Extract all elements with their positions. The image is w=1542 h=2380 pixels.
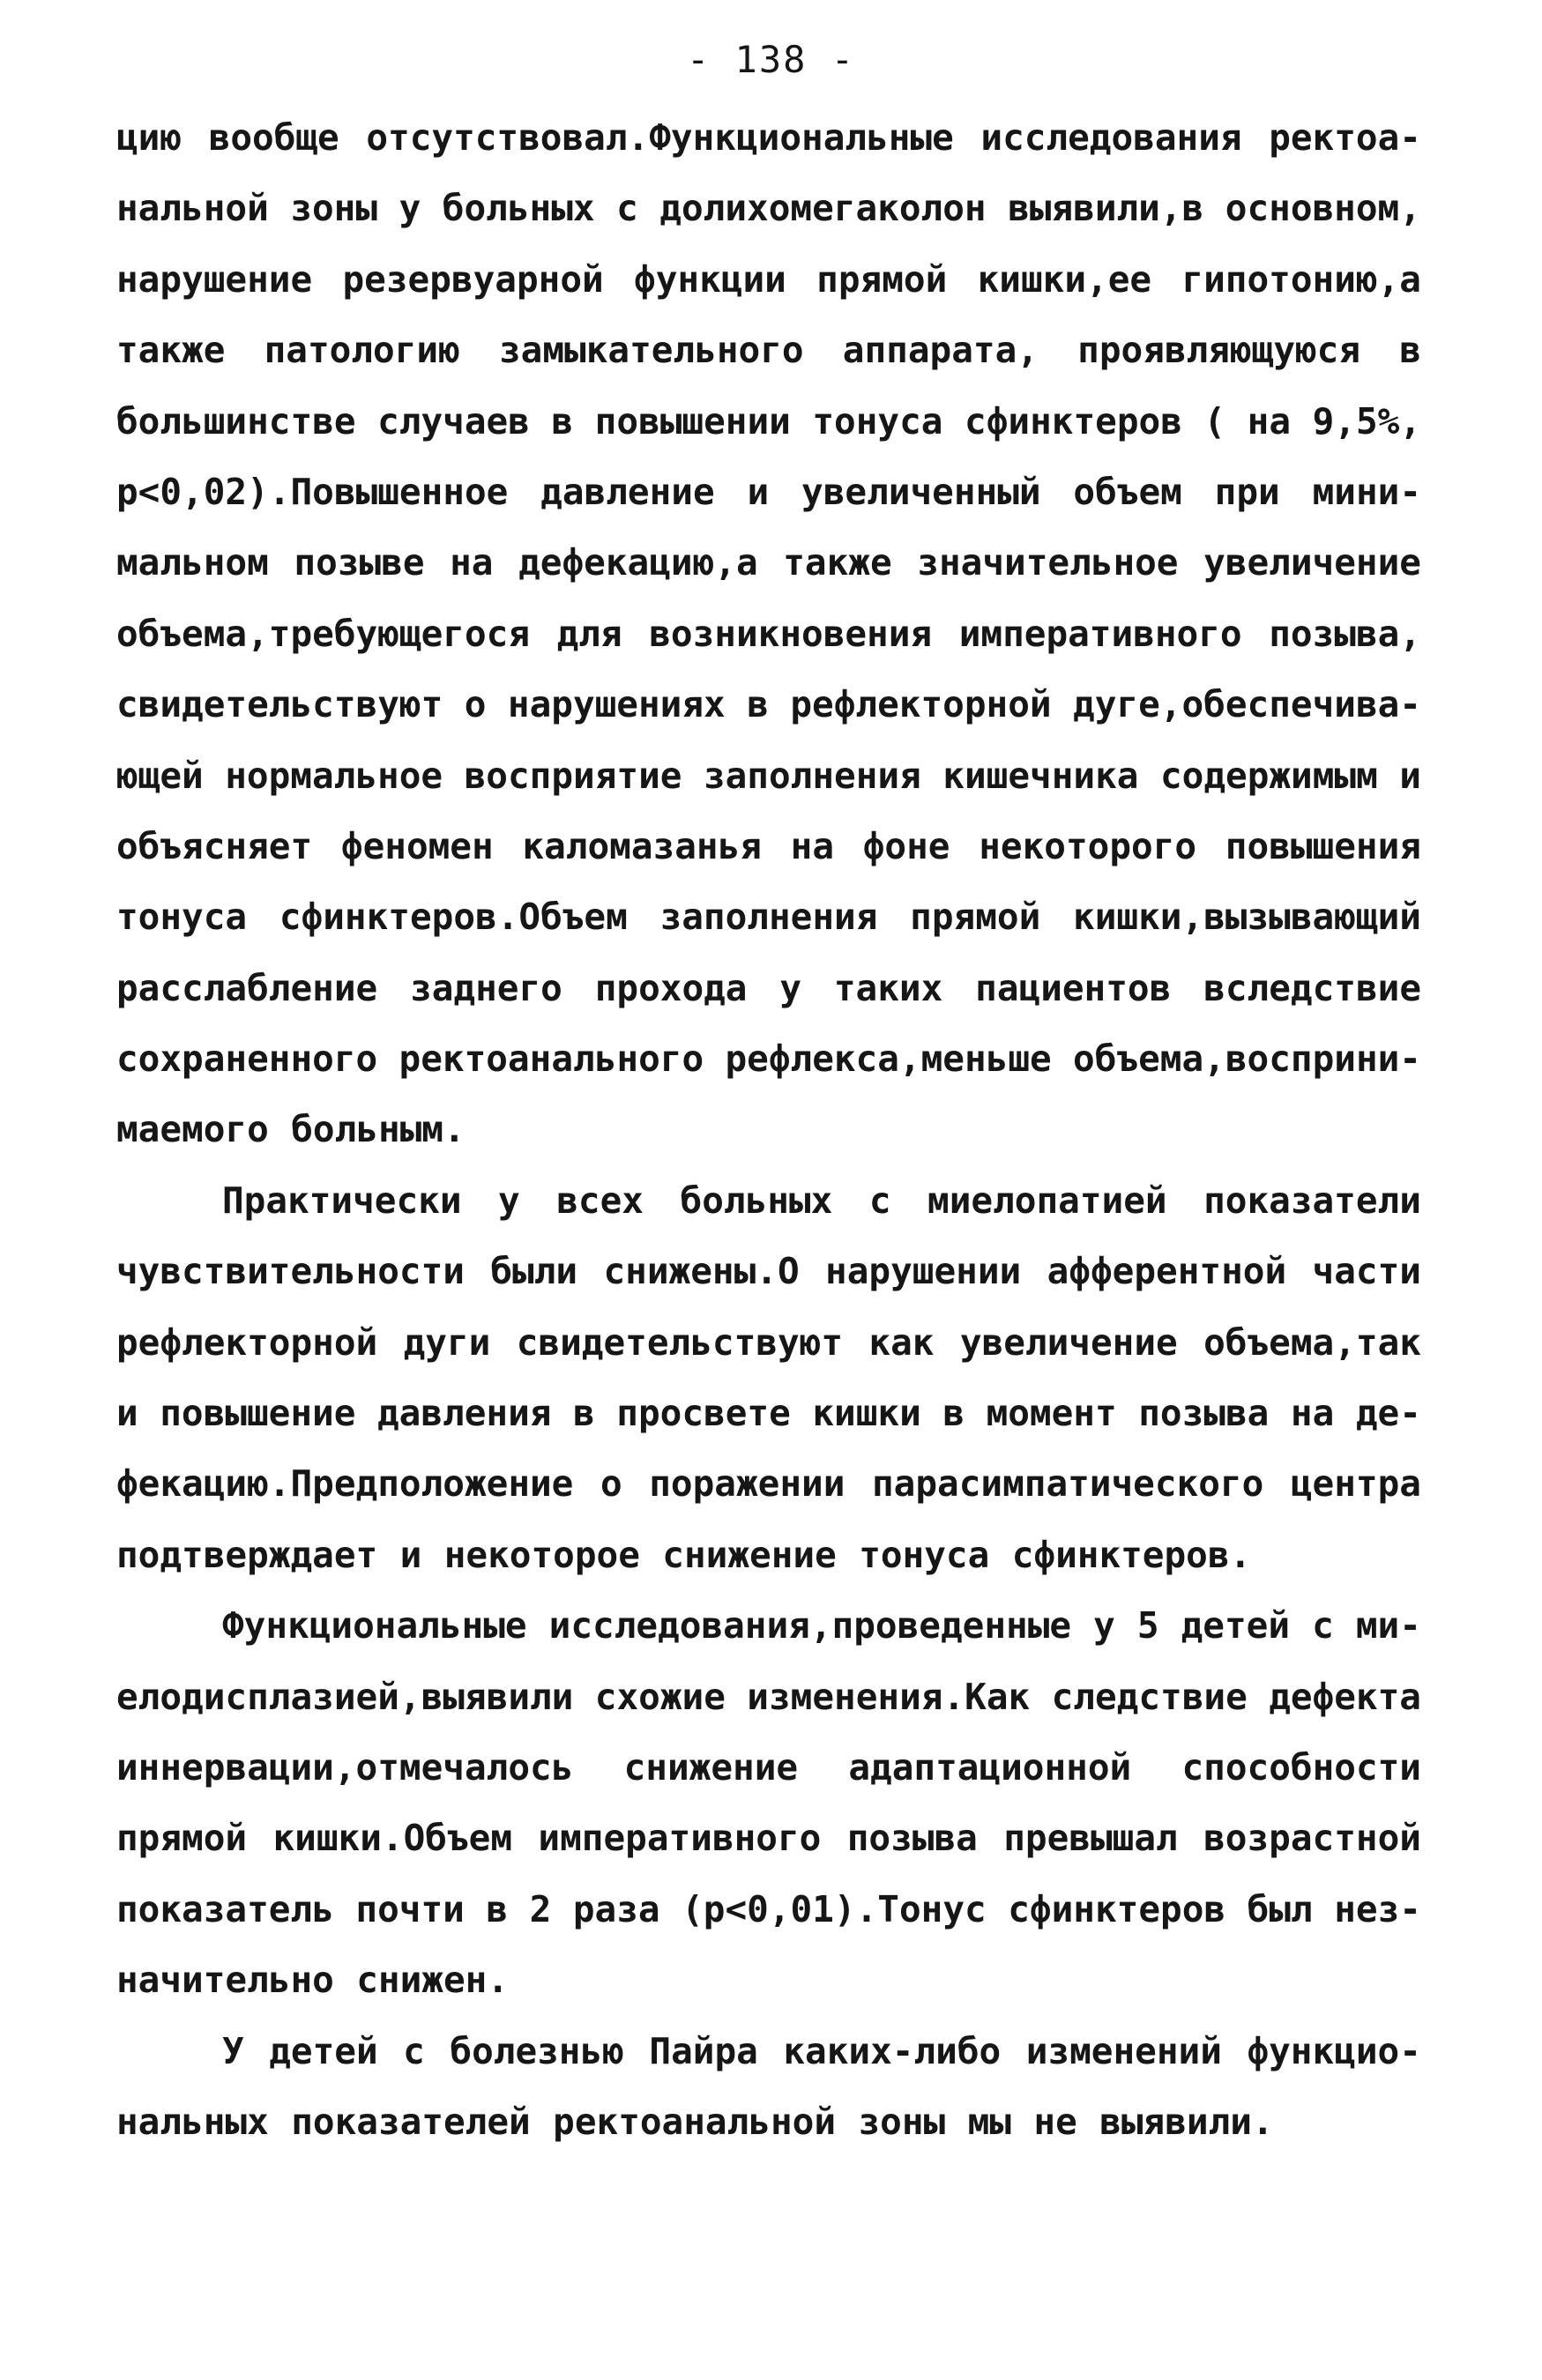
word: тонуса [812, 399, 943, 443]
word: были [490, 1250, 578, 1293]
word: рефлекса,меньше [725, 1038, 1052, 1081]
word: проявляющуюся [1077, 329, 1361, 372]
word: кишечника [942, 754, 1139, 797]
word: и [747, 470, 770, 513]
word: выявили. [1099, 2100, 1274, 2143]
word: объема,восприни- [1073, 1038, 1421, 1081]
word: в [486, 1887, 509, 1930]
word: 5 [1136, 1604, 1159, 1647]
word: дуге,обеспечива- [1073, 683, 1421, 726]
word: и [399, 1533, 422, 1576]
word: свидетельствуют [116, 683, 443, 726]
word: зоны [858, 2100, 946, 2143]
word: исследования,проведенные [548, 1604, 1072, 1647]
word: 2 [529, 1887, 552, 1930]
text-line [116, 1732, 1421, 1803]
word: ректоанального [399, 1038, 704, 1081]
word: с [616, 187, 638, 230]
word: гипотонию,а [1181, 257, 1421, 301]
word: также [783, 541, 892, 584]
word: каких-либо [783, 2029, 1002, 2072]
word: на [1290, 1392, 1335, 1435]
text-line [116, 953, 1421, 1023]
word: возникновения [649, 612, 933, 655]
text-line [116, 1945, 1421, 2015]
word: дуги [403, 1320, 491, 1364]
word: увеличение [959, 1320, 1178, 1364]
word: показателей [291, 2100, 531, 2143]
word: афферентной [1047, 1250, 1287, 1293]
word: пациентов [975, 966, 1172, 1009]
word: миелопатией [927, 1179, 1167, 1222]
word: кишки.Объем [272, 1817, 513, 1860]
body-text [116, 102, 1421, 2157]
word: ректоанальной [553, 2100, 837, 2143]
word: сфинктеров. [1011, 1533, 1252, 1576]
text-line [116, 386, 1421, 457]
word: случаев [377, 399, 530, 443]
text-line [116, 2086, 1421, 2157]
word: функцио- [1247, 2029, 1421, 2072]
text-line [116, 1307, 1421, 1378]
word: цию [116, 116, 183, 159]
word: больным. [291, 1108, 466, 1151]
text-line [116, 1662, 1421, 1732]
word: содержимым [1159, 754, 1378, 797]
word: основном, [1225, 187, 1421, 230]
word: кишки,вызывающий [1073, 896, 1421, 939]
text-line [116, 173, 1421, 243]
word: некоторое [443, 1533, 640, 1576]
word: повышении [594, 399, 791, 443]
word: расслабление [116, 966, 378, 1009]
word: вследствие [1203, 966, 1421, 1009]
word: нез- [1334, 1887, 1421, 1930]
page-number: - 138 - [686, 38, 855, 81]
word: был [1247, 1887, 1313, 1930]
word: детей [269, 2029, 378, 2072]
text-line [116, 1520, 1421, 1590]
word: увеличение [1203, 541, 1421, 584]
word: объема,требующегося [116, 612, 530, 655]
word: прямой [910, 896, 1041, 939]
word: в [573, 1392, 595, 1435]
word: елодисплазией,выявили [116, 1675, 574, 1718]
word: адаптационной [848, 1745, 1132, 1789]
word: позыве [294, 541, 425, 584]
word: парасимпатического [871, 1462, 1264, 1506]
word: увеличенный [801, 470, 1041, 513]
word: кишки [812, 1392, 921, 1435]
word: в [551, 399, 574, 443]
word: нальной [116, 187, 269, 230]
word: некоторого [979, 824, 1197, 867]
word: позыва, [1269, 612, 1421, 655]
word: также [116, 329, 226, 372]
word: с [868, 1179, 891, 1222]
word: заднего [410, 966, 562, 1009]
word: изменения.Как [747, 1675, 1031, 1718]
word: замыкательного [499, 329, 804, 372]
word: сфинктеров.Объем [279, 896, 628, 939]
word: сфинктеров [1008, 1887, 1226, 1930]
word: и [1399, 754, 1421, 797]
word: при [1214, 470, 1280, 513]
word: ми- [1355, 1604, 1421, 1647]
word: объема,так [1203, 1320, 1421, 1364]
word: выявили,в [1008, 187, 1204, 230]
word: в [747, 683, 769, 726]
word: таких [833, 966, 943, 1009]
word: у [1093, 1604, 1115, 1647]
word: императивного [958, 612, 1242, 655]
word: мы [967, 2100, 1011, 2143]
text-line [116, 1590, 1421, 1661]
text-line [116, 1236, 1421, 1306]
word: повышение [160, 1392, 356, 1435]
word: восприятие [464, 754, 682, 797]
word: подтверждает [116, 1533, 378, 1576]
word: не [1033, 2100, 1077, 2143]
word: поражении [649, 1462, 845, 1506]
word: давление [540, 470, 715, 513]
word: фоне [862, 824, 950, 867]
word: значительное [917, 541, 1179, 584]
text-line [116, 1448, 1421, 1519]
word: чувствительности [116, 1250, 465, 1293]
word: повышения [1225, 824, 1421, 867]
word: почти [355, 1887, 465, 1930]
word: части [1312, 1250, 1421, 1293]
word: императивного [538, 1817, 822, 1860]
word: всех [556, 1179, 644, 1222]
word: у [399, 187, 421, 230]
word: прямой [816, 257, 948, 301]
text-line [116, 599, 1421, 669]
text-line [116, 2016, 1421, 2086]
word: долихомегаколон [659, 187, 987, 230]
text-line [116, 669, 1421, 740]
word: возрастной [1203, 1817, 1421, 1860]
word: рефлекторной [116, 1320, 378, 1364]
text-line [116, 1094, 1421, 1164]
word: ректоа- [1269, 116, 1421, 159]
word: тонуса [116, 896, 248, 939]
word: 9,5%, [1312, 399, 1421, 443]
word: объясняет [116, 824, 313, 867]
word: нарушении [825, 1250, 1022, 1293]
word: р<0,02).Повышенное [116, 470, 509, 513]
text-line [116, 740, 1421, 811]
word: функции [634, 257, 786, 301]
word: мини- [1312, 470, 1421, 513]
word: тонуса [859, 1533, 990, 1576]
word: на [1247, 399, 1292, 443]
word: аппарата, [842, 329, 1039, 372]
word: иннервации,отмечалось [116, 1745, 574, 1789]
word: показатели [1203, 1179, 1421, 1222]
word: ющей [116, 754, 204, 797]
word: Практически [222, 1179, 462, 1222]
word: снижен. [356, 1959, 510, 2002]
word: Функциональные [222, 1604, 527, 1647]
word: (р<0,01).Тонус [682, 1887, 987, 1930]
word: просвете [616, 1392, 791, 1435]
word: способности [1181, 1745, 1421, 1789]
word: кишки,ее [977, 257, 1152, 301]
word: у [498, 1179, 520, 1222]
word: позыва [1138, 1392, 1270, 1435]
word: центра [1290, 1462, 1421, 1506]
text-line [116, 457, 1421, 527]
word: схожие [594, 1675, 726, 1718]
word: в [1399, 329, 1421, 372]
word: о [600, 1462, 622, 1506]
word: показатель [116, 1887, 334, 1930]
word: о [464, 683, 487, 726]
word: сохраненного [116, 1038, 378, 1081]
text-line [116, 527, 1421, 598]
word: резервуарной [342, 257, 604, 301]
word: каломазанья [522, 824, 762, 867]
text-line [116, 811, 1421, 881]
word: позыва [846, 1817, 978, 1860]
word: де- [1355, 1392, 1421, 1435]
text-line [116, 1378, 1421, 1448]
word: для [556, 612, 622, 655]
word: у [779, 966, 802, 1009]
text-line [116, 102, 1421, 173]
word: феномен [340, 824, 494, 867]
text-line [116, 315, 1421, 385]
word: нарушениях [507, 683, 726, 726]
word: ( [1203, 399, 1226, 443]
word: изменений [1025, 2029, 1222, 2072]
word: с [1312, 1604, 1334, 1647]
word: болезнью [450, 2029, 624, 2072]
word: больных [442, 187, 595, 230]
word: заполнения [659, 896, 878, 939]
word: зоны [290, 187, 378, 230]
word: заполнения [703, 754, 921, 797]
word: прохода [594, 966, 748, 1009]
word: как [868, 1320, 935, 1364]
word: снижение [623, 1745, 799, 1789]
word: маемого [116, 1108, 269, 1151]
word: патологию [264, 329, 460, 372]
word: раза [572, 1887, 660, 1930]
word: снижены.О [603, 1250, 800, 1293]
word: исследования [980, 116, 1242, 159]
text-line [116, 1803, 1421, 1873]
word: объем [1073, 470, 1182, 513]
word: детей [1181, 1604, 1291, 1647]
word: У [222, 2029, 244, 2072]
word: нальных [116, 2100, 269, 2143]
word: мальном [116, 541, 269, 584]
word: вообще [208, 116, 339, 159]
word: момент [986, 1392, 1117, 1435]
word: в [942, 1392, 965, 1435]
word: Пайра [649, 2029, 758, 2072]
word: снижение [662, 1533, 837, 1576]
word: на [790, 824, 835, 867]
word: следствие [1051, 1675, 1248, 1718]
word: с [403, 2029, 425, 2072]
word: сфинктеров [965, 399, 1182, 443]
word: отсутствовал.Функциональные [366, 116, 954, 159]
word: начительно [116, 1959, 334, 2002]
word: дефекта [1269, 1675, 1421, 1718]
word: дефекацию,а [518, 541, 758, 584]
word: давления [376, 1392, 552, 1435]
word: на [450, 541, 494, 584]
word: больных [680, 1179, 833, 1222]
word: превышал [1003, 1817, 1178, 1860]
word: большинстве [116, 399, 356, 443]
text-line [116, 881, 1421, 952]
text-line [116, 1023, 1421, 1094]
text-line [116, 1874, 1421, 1945]
word: фекацию.Предположение [116, 1462, 574, 1506]
word: нарушение [116, 257, 313, 301]
word: прямой [116, 1817, 248, 1860]
text-line [116, 244, 1421, 315]
word: рефлекторной [790, 683, 1052, 726]
word: и [116, 1392, 138, 1435]
word: нормальное [225, 754, 443, 797]
text-line [116, 1165, 1421, 1236]
word: свидетельствуют [516, 1320, 844, 1364]
